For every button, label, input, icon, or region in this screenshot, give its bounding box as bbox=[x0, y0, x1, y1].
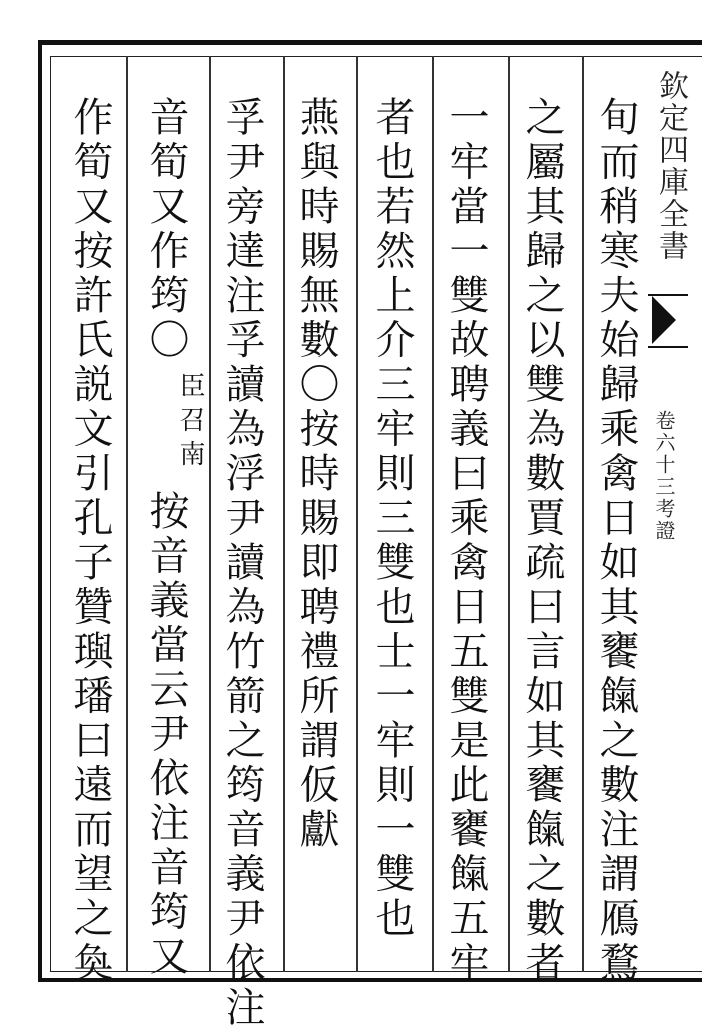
column-rule bbox=[582, 56, 584, 972]
column-rule bbox=[209, 56, 211, 972]
column-rule bbox=[126, 56, 128, 972]
text-column-8: 作筍又按許氏説文引孔子贊璵璠曰遠而望之奐 bbox=[67, 96, 113, 986]
column-rule bbox=[283, 56, 285, 972]
text-column-6: 孚尹旁達注孚讀為浮尹讀為竹箭之筠音義尹依注 bbox=[219, 96, 265, 1031]
column-rule bbox=[508, 56, 510, 972]
annotation-text: 按音義當云尹依注音筠又 bbox=[143, 490, 189, 980]
column-rule bbox=[356, 56, 358, 972]
text-column-2: 之屬其歸之以雙為數賈疏曰言如其饔餼之數者 bbox=[519, 96, 565, 986]
column-rule bbox=[432, 56, 434, 972]
text-column-4: 者也若然上介三牢則三雙也士一牢則一雙也 bbox=[369, 96, 415, 942]
text-column-5: 燕與時賜無數〇按時賜即聘禮所謂仮獻 bbox=[293, 96, 339, 853]
text-column-1: 旬而稍寒夫始歸乘禽日如其饔餼之數注謂鴈鶩 bbox=[593, 96, 639, 986]
margin-book-title: 欽定四庫全書 bbox=[653, 70, 688, 262]
margin-juan-label: 卷六十三考證 bbox=[652, 410, 676, 542]
text-column-3: 一牢當一雙故聘義曰乘禽日五雙是此饔餼五牢 bbox=[443, 96, 489, 986]
official-name: 臣召南 bbox=[175, 372, 205, 474]
text-column-7: 音筍又作筠〇 bbox=[143, 96, 189, 363]
fish-tail-rule bbox=[648, 346, 688, 348]
fish-tail-mark bbox=[652, 296, 676, 344]
